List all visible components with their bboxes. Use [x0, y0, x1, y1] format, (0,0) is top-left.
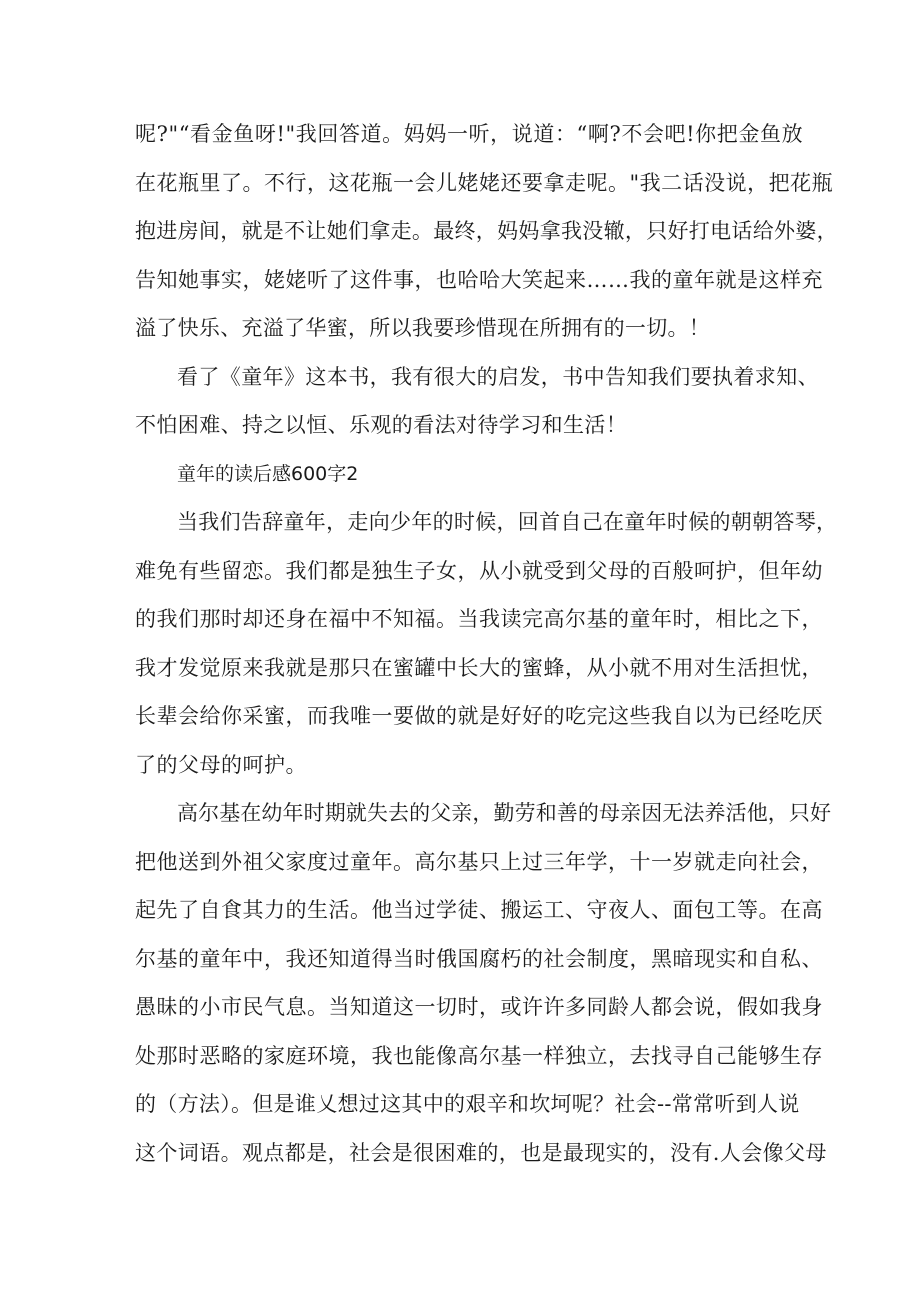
text-line: 处那时恶略的家庭环境，我也能像高尔基一样独立，去找寻自己能够生存: [135, 1043, 823, 1068]
text-line: 难免有些留恋。我们都是独生子女，从小就受到父母的百般呵护，但年幼: [135, 558, 823, 583]
text-line: 愚昧的小市民气息。当知道这一切时，或许许多同龄人都会说，假如我身: [135, 995, 823, 1019]
text-line: 抱进房间，就是不让她们拿走。最终，妈妈拿我没辙，只好打电话给外婆，: [135, 219, 838, 243]
text-line: 告知她事实，姥姥听了这件事，也哈哈大笑起来……我的童年就是这样充: [135, 267, 823, 292]
text-line: 呢?"“看金鱼呀!"我回答道。妈妈一听，说道：“啊?不会吧!你把金鱼放: [135, 122, 804, 146]
paragraph-start-line: 看了《童年》这本书，我有很大的启发，书中告知我们要执着求知、: [177, 364, 819, 389]
text-line: 了的父母的呵护。: [135, 752, 307, 777]
text-line: 在花瓶里了。不行，这花瓶一会儿姥姥还要拿走呢。"我二话没说，把花瓶: [135, 170, 834, 195]
section-heading: 童年的读后感600字2: [177, 462, 359, 485]
text-line: 溢了快乐、充溢了华蜜，所以我要珍惜现在所拥有的一切。！: [135, 316, 711, 340]
text-line: 尔基的童年中，我还知道得当时俄国腐朽的社会制度，黑暗现实和自私、: [135, 946, 823, 971]
text-line: 长辈会给你采蜜，而我唯一要做的就是好好的吃完这些我自以为已经吃厌: [135, 704, 823, 728]
text-line: 我才发觉原来我就是那只在蜜罐中长大的蜜蜂，从小就不用对生活担忧，: [135, 655, 823, 680]
text-line: 的我们那时却还身在福中不知福。当我读完高尔基的童年时，相比之下，: [135, 607, 823, 631]
paragraph-start-line: 当我们告辞童年，走向少年的时候，回首自己在童年时候的朝朝答琴，: [177, 510, 838, 534]
paragraph-start-line: 高尔基在幼年时期就失去的父亲，勤劳和善的母亲因无法养活他，只好: [177, 801, 832, 825]
text-line: 不怕困难、持之以恒、乐观的看法对待学习和生活！: [135, 413, 628, 437]
text-line: 的（方法）。但是谁乂想过这其中的艰辛和坎坷呢？社会--常常听到人说: [135, 1092, 800, 1116]
text-line: 这个词语。观点都是，社会是很困难的，也是最现实的，没有.人会像父母: [135, 1140, 827, 1165]
text-line: 把他送到外祖父家度过童年。高尔基只上过三年学，十一岁就走向社会，: [135, 849, 823, 874]
document-body: [135, 110, 838, 1177]
text-line: 起先了自食其力的生活。他当过学徒、搬运工、守夜人、面包工等。在高: [135, 898, 823, 922]
